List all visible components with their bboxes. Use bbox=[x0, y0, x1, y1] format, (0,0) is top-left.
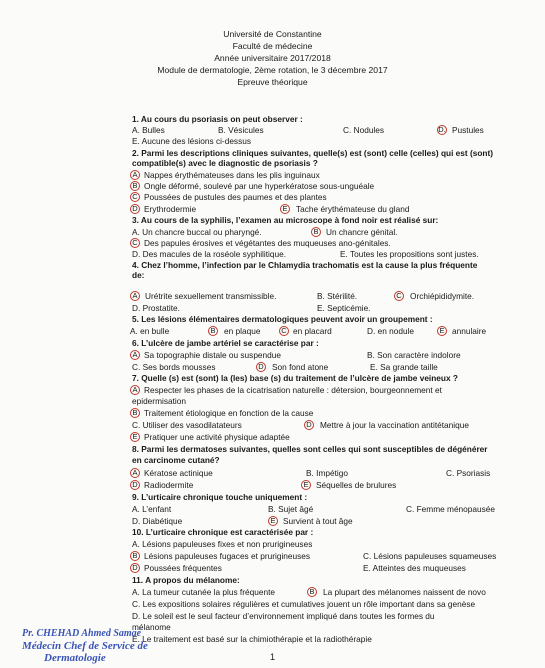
answer-circle: B bbox=[130, 408, 140, 418]
question-text: 3. Au cours de la syphilis, l’examen au microscope à fond noir est réalisé sur: bbox=[132, 215, 439, 225]
option-text: E. Le traitement est basé sur la chimiothérapie et la radiothérapie bbox=[132, 634, 372, 644]
faculty-name: Faculté de médecine bbox=[232, 41, 313, 51]
answer-circle: B bbox=[311, 227, 321, 237]
option-text: A. en bulle bbox=[130, 326, 170, 336]
option-text: Respecter les phases de la cicatrisation naturelle : détersion, bourgeonnement et bbox=[144, 385, 442, 395]
option-text: B. Sujet âgé bbox=[268, 504, 314, 514]
option-text: annulaire bbox=[452, 326, 487, 336]
answer-circle: D bbox=[130, 480, 140, 490]
answer-circle: A bbox=[130, 350, 140, 360]
option-text: E. Aucune des lésions ci-dessus bbox=[132, 136, 251, 146]
option-text: C. Utiliser des vasodilatateurs bbox=[132, 420, 242, 430]
signature-stamp-line1: Pr. CHEHAD Ahmed Samaé bbox=[22, 628, 142, 639]
option-text: B. Stérilité. bbox=[317, 291, 358, 301]
option-text: Orchiépididymite. bbox=[410, 291, 475, 301]
question-text: 1. Au cours du psoriasis on peut observer : bbox=[132, 114, 303, 124]
answer-circle: C bbox=[394, 291, 404, 301]
option-text: D. Des macules de la roséole syphilitique. bbox=[132, 249, 287, 259]
question-text: 4. Chez l’homme, l’infection par le Chlamydia trachomatis est la cause la plus fréquente bbox=[132, 260, 478, 270]
option-text: Lésions papuleuses fugaces et prurigineuses bbox=[144, 551, 311, 561]
question-text: 2. Parmi les descriptions cliniques suivantes, quelle(s) est (sont) celle (celles) qui est (sont) bbox=[132, 148, 494, 158]
option-text: Mettre à jour la vaccination antitétanique bbox=[320, 420, 469, 430]
option-text: C. Nodules bbox=[343, 125, 385, 135]
question-text: 10. L’urticaire chronique est caractérisée par : bbox=[132, 527, 314, 537]
option-text: Traitement étiologique en fonction de la cause bbox=[144, 408, 314, 418]
question-text: 7. Quelle (s) est (sont) la (les) base (s) du traitement de l’ulcère de jambe veineux ? bbox=[132, 373, 458, 383]
answer-circle: B bbox=[130, 181, 140, 191]
option-text: Nappes érythémateuses dans les plis inguinaux bbox=[144, 170, 320, 180]
question-text: en carcinome cutané? bbox=[132, 455, 220, 465]
question-text: de: bbox=[132, 270, 145, 280]
option-text: B. Impétigo bbox=[306, 468, 348, 478]
answer-circle: C bbox=[130, 192, 140, 202]
answer-circle: A bbox=[130, 170, 140, 180]
answer-circle: D. bbox=[438, 124, 446, 134]
option-text: E. Atteintes des muqueuses bbox=[363, 563, 466, 573]
option-text: A. L’enfant bbox=[132, 504, 172, 514]
answer-circle: D bbox=[256, 362, 266, 372]
option-text: mélanome bbox=[132, 622, 171, 632]
option-text: Ongle déformé, soulevé par une hyperkératose sous-unguéale bbox=[144, 181, 375, 191]
answer-circle: B bbox=[307, 587, 317, 597]
option-text: C. Ses bords mousses bbox=[132, 362, 216, 372]
option-text: Séquelles de brulures bbox=[316, 480, 397, 490]
option-text: Tache érythémateuse du gland bbox=[296, 204, 410, 214]
question-text: 6. L’ulcère de jambe artériel se caractérise par : bbox=[132, 338, 319, 348]
answer-circle: C bbox=[279, 326, 289, 336]
answer-circle: B bbox=[130, 551, 140, 561]
option-text: E. Sa grande taille bbox=[370, 362, 438, 372]
answer-circle: E bbox=[301, 480, 311, 490]
question-text: 8. Parmi les dermatoses suivantes, quelles sont celles qui sont susceptibles de dégénérer bbox=[132, 444, 488, 454]
option-text: Erythrodermie bbox=[144, 204, 197, 214]
option-text: A. Bulles bbox=[132, 125, 165, 135]
option-text: D. en nodule bbox=[367, 326, 415, 336]
option-text: Sa topographie distale ou suspendue bbox=[144, 350, 282, 360]
question-text: 5. Les lésions élémentaires dermatologiques peuvent avoir un groupement : bbox=[132, 314, 433, 324]
option-text: D. Diabétique bbox=[132, 516, 183, 526]
option-text: A. Lésions papuleuses fixes et non prurigineuses bbox=[132, 539, 313, 549]
question-text: 11. A propos du mélanome: bbox=[132, 575, 240, 585]
page-number: 1 bbox=[269, 652, 275, 662]
answer-circle: C bbox=[130, 238, 140, 248]
option-text: E. Toutes les propositions sont justes. bbox=[340, 249, 479, 259]
option-text: E. Septicémie. bbox=[317, 303, 371, 313]
question-text: compatible(s) avec le diagnostic de psoriasis ? bbox=[132, 158, 318, 168]
answer-circle: D bbox=[304, 420, 314, 430]
option-text: Pratiquer une activité physique adaptée bbox=[144, 432, 290, 442]
answer-circle: E bbox=[280, 204, 290, 214]
option-text: D. Prostatite. bbox=[132, 303, 180, 313]
option-text: en plaque bbox=[224, 326, 261, 336]
option-text: Des papules érosives et végétantes des muqueuses ano-génitales. bbox=[144, 238, 391, 248]
option-text: B. Son caractère indolore bbox=[367, 350, 461, 360]
option-text: Pustules bbox=[452, 125, 484, 135]
option-text: C. Femme ménopausée bbox=[406, 504, 496, 514]
university-name: Université de Constantine bbox=[223, 29, 322, 39]
answer-circle: D bbox=[130, 563, 140, 573]
option-text: Poussées fréquentes bbox=[144, 563, 222, 573]
option-text: C. Psoriasis bbox=[446, 468, 491, 478]
option-text: A. La tumeur cutanée la plus fréquente bbox=[132, 587, 275, 597]
answer-circle: A bbox=[130, 385, 140, 395]
option-text: C. Lésions papuleuses squameuses bbox=[363, 551, 497, 561]
academic-year: Année universitaire 2017/2018 bbox=[214, 53, 331, 63]
option-text: La plupart des mélanomes naissent de novo bbox=[323, 587, 486, 597]
answer-circle: A bbox=[130, 291, 140, 301]
question-text: 9. L’urticaire chronique touche uniquement : bbox=[132, 492, 308, 502]
answer-circle: E bbox=[437, 326, 447, 336]
answer-circle: E bbox=[268, 516, 278, 526]
option-text: en placard bbox=[293, 326, 332, 336]
option-text: B. Vésicules bbox=[218, 125, 264, 135]
option-text: C. Les expositions solaires régulières et cumulatives jouent un rôle important dans sa genèse bbox=[132, 599, 476, 609]
answer-circle: E bbox=[130, 432, 140, 442]
option-text: Survient à tout âge bbox=[283, 516, 353, 526]
module-info: Module de dermatologie, 2ème rotation, le 3 décembre 2017 bbox=[157, 65, 388, 75]
answer-circle: A bbox=[130, 468, 140, 478]
option-text: D. Le soleil est le seul facteur d’environnement impliqué dans toutes les formes du bbox=[132, 611, 435, 621]
exam-title: Epreuve théorique bbox=[237, 77, 308, 87]
option-text: Un chancre génital. bbox=[326, 227, 398, 237]
option-text: Radiodermite bbox=[144, 480, 194, 490]
signature-stamp-line2: Médecin Chef de Service de bbox=[22, 640, 148, 652]
option-text: Kératose actinique bbox=[144, 468, 213, 478]
option-text: epidermisation bbox=[132, 396, 186, 406]
option-text: Son fond atone bbox=[272, 362, 329, 372]
answer-circle: B bbox=[208, 326, 218, 336]
signature-stamp-line3: Dermatologie bbox=[44, 652, 106, 664]
option-text: Poussées de pustules des paumes et des plantes bbox=[144, 192, 327, 202]
answer-circle: D bbox=[130, 204, 140, 214]
option-text: A. Un chancre buccal ou pharyngé. bbox=[132, 227, 262, 237]
option-text: Urétrite sexuellement transmissible. bbox=[145, 291, 277, 301]
